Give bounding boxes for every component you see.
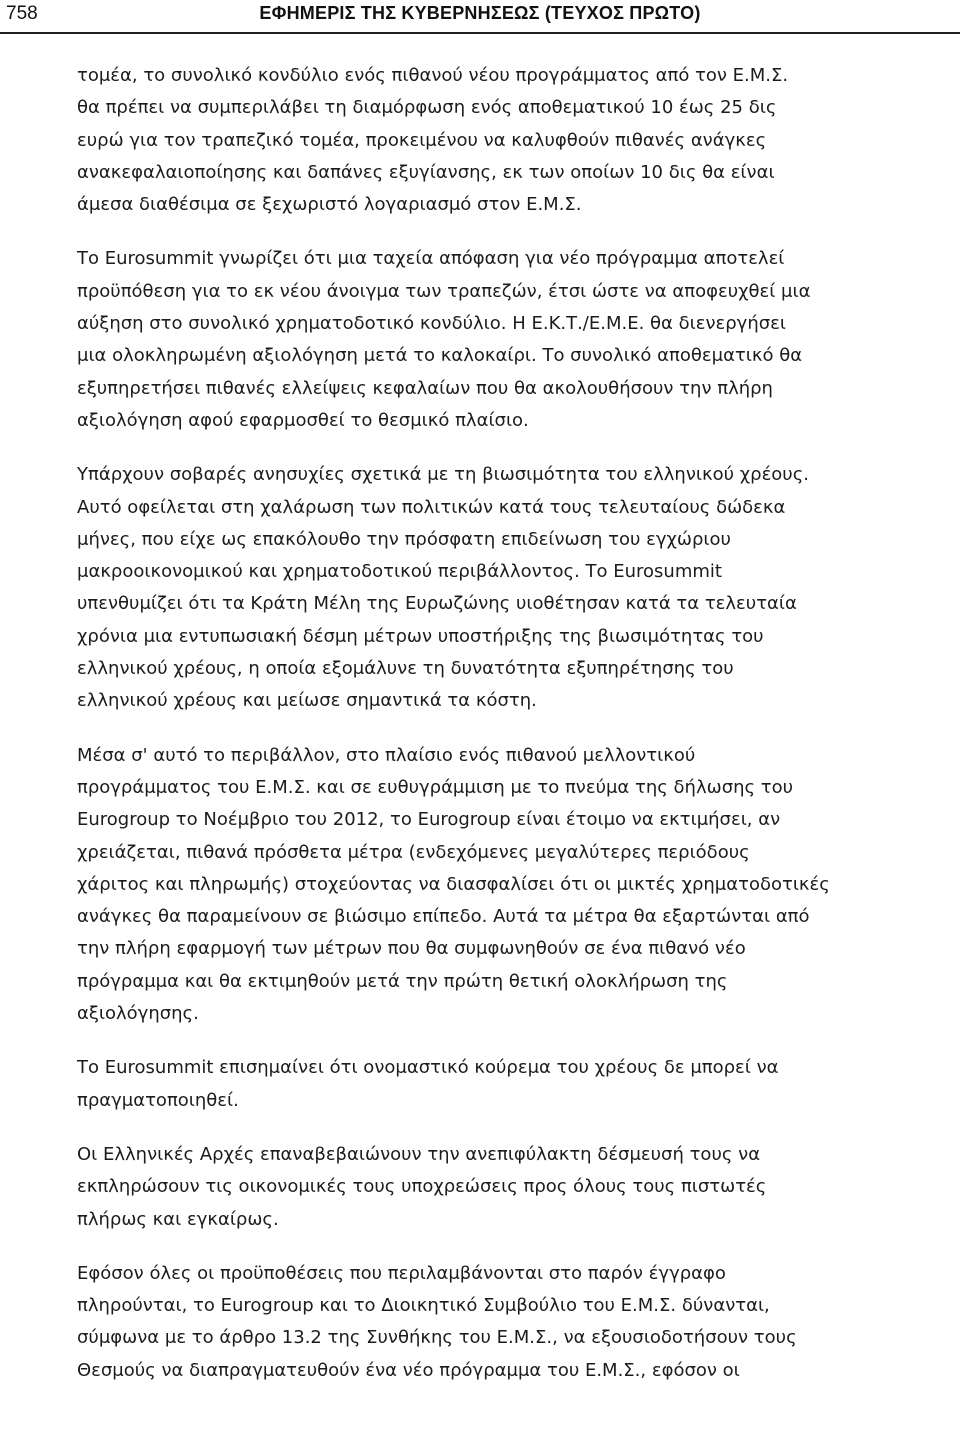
document-body: [77, 60, 867, 1387]
paragraph-eurogroup-measures: Μέσα σ' αυτό το περιβάλλον, στο πλαίσιο ενός πιθανού μελλοντικού προγράμματος του Ε.Μ.Σ. και σε ευθυγράμμιση με το πνεύμα της δήλωσης του Eurogroup το Νοέμβριο του 2012, το Eurogroup είναι έτοιμο να εκτιμήσει, αν χρειάζεται, πιθανά πρόσθετα μέτρα (ενδεχόμενες μεγαλύτερες περιόδους χάριτος και πληρωμής) στοχεύοντας να διασφαλίσει ότι οι μικτές χρηματοδοτικές ανάγκες θα παραμείνουν σε βιώσιμο επίπεδο. Αυτά τα μέτρα θα εξαρτώνται από την πλήρη εφαρμογή των μέτρων που θα συμφωνηθούν σε ένα πιθανό νέο πρόγραμμα και θα εκτιμηθούν μετά την πρώτη θετική ολοκλήρωση της αξιολόγησης.: [77, 744, 830, 1025]
page-header: [0, 0, 960, 34]
paragraph-debt-concerns: Υπάρχουν σοβαρές ανησυχίες σχετικά με τη βιωσιμότητα του ελληνικού χρέους. Αυτό οφείλεται στη χαλάρωση των πολιτικών κατά τους τελευταίους δώδεκα μήνες, που είχε ως επακόλουθο την πρόσφατη επιδείνωση του εγχώριου μακροοικονομικού και χρηματοδοτικού περιβάλλοντος. Το Eurosummit υπενθυμίζει ότι τα Κράτη Μέλη της Ευρωζώνης υιοθέτησαν κατά τα τελευταία χρόνια μια εντυπωσιακή δέσμη μέτρων υποστήριξης της βιωσιμότητας του ελληνικού χρέους, η οποία εξομάλυνε τη δυνατότητα εξυπηρέτησης του ελληνικού χρέους και μείωσε σημαντικά τα κόστη.: [77, 464, 810, 712]
paragraph-bank-reserve: τομέα, το συνολικό κονδύλιο ενός πιθανού νέου προγράμματος από τον Ε.Μ.Σ. θα πρέπει να συμπεριλάβει τη διαμόρφωση ενός αποθεματικού 10 έως 25 δις ευρώ για τον τραπεζικό τομέα, προκειμένου να καλυφθούν πιθανές ανάγκες ανακεφαλαιοποίησης και δαπάνες εξυγίανσης, εκ των οποίων 10 δις θα είναι άμεσα διαθέσιμα σε ξεχωριστό λογαριασμό στον Ε.Μ.Σ.: [77, 65, 789, 216]
paragraph-greek-commitment: Οι Ελληνικές Αρχές επαναβεβαιώνουν την ανεπιφύλακτη δέσμευσή τους να εκπληρώσουν τις οικονομικές τους υποχρεώσεις προς όλους τους πιστωτές πλήρως και εγκαίρως.: [77, 1143, 767, 1230]
paragraph-conditions: Εφόσον όλες οι προϋποθέσεις που περιλαμβάνονται στο παρόν έγγραφο πληρούνται, το Eurogroup και το Διοικητικό Συμβούλιο του Ε.Μ.Σ. δύνανται, σύμφωνα με το άρθρο 13.2 της Συνθήκης του Ε.Μ.Σ., να εξουσιοδοτήσουν τους Θεσμούς να διαπραγματευθούν ένα νέο πρόγραμμα του Ε.Μ.Σ., εφόσον οι: [77, 1262, 797, 1381]
header-divider: [0, 32, 960, 34]
gazette-title: ΕΦΗΜΕΡΙΣ ΤΗΣ ΚΥΒΕΡΝΗΣΕΩΣ (ΤΕΥΧΟΣ ΠΡΩΤΟ): [259, 3, 701, 23]
page-number: 758: [6, 3, 38, 24]
paragraph-bank-reopening: Το Eurosummit γνωρίζει ότι μια ταχεία απόφαση για νέο πρόγραμμα αποτελεί προϋπόθεση για το εκ νέου άνοιγμα των τραπεζών, έτσι ώστε να αποφευχθεί μια αύξηση στο συνολικό χρηματοδοτικό κονδύλιο. Η Ε.Κ.Τ./Ε.Μ.Ε. θα διενεργήσει μια ολοκληρωμένη αξιολόγηση μετά το καλοκαίρι. Το συνολικό αποθεματικό θα εξυπηρετήσει πιθανές ελλείψεις κεφαλαίων που θα ακολουθήσουν την πλήρη αξιολόγηση αφού εφαρμοσθεί το θεσμικό πλαίσιο.: [77, 248, 811, 431]
paragraph-no-haircut: Το Eurosummit επισημαίνει ότι ονομαστικό κούρεμα του χρέους δε μπορεί να πραγματοποιηθεί.: [77, 1057, 779, 1111]
